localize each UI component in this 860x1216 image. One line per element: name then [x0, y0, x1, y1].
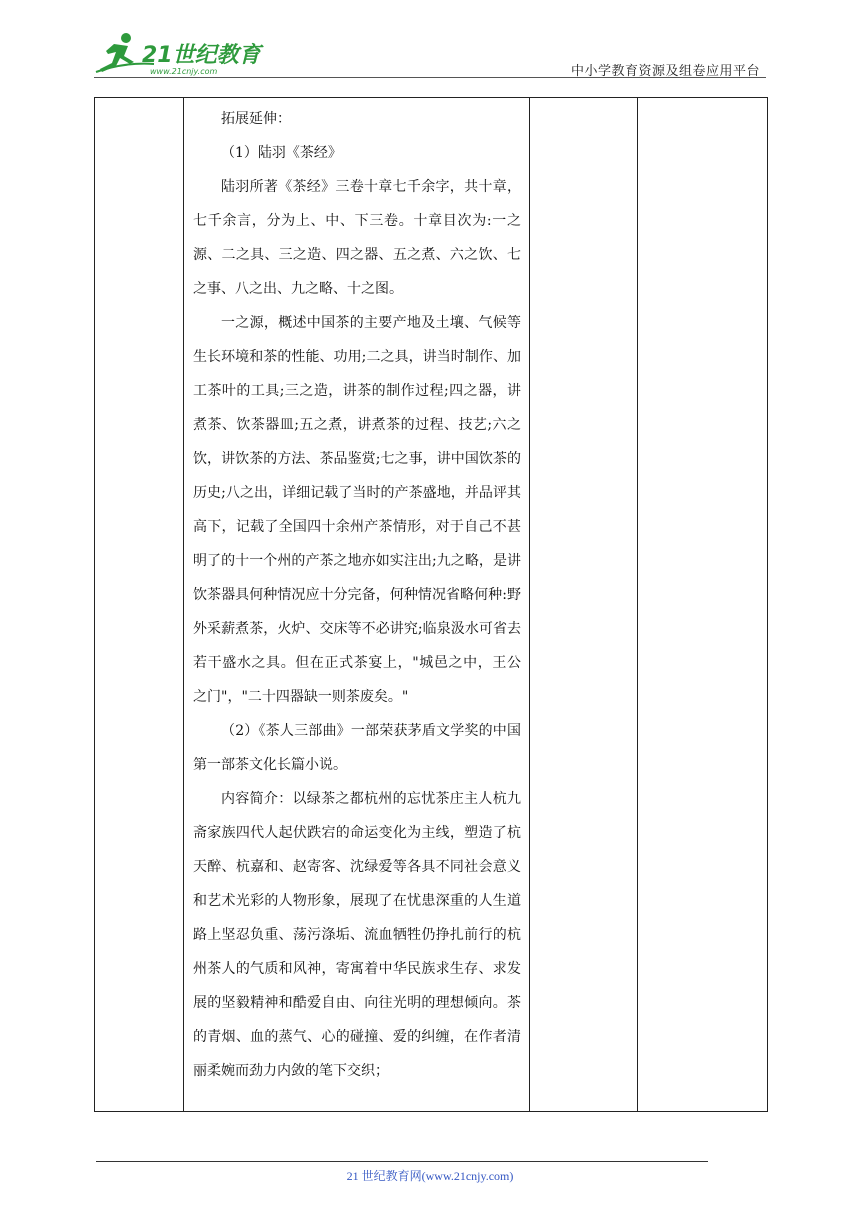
- content-block: [184, 98, 529, 1088]
- table-cell-left: [95, 98, 184, 1112]
- table-cell-content: [184, 98, 530, 1112]
- table-cell-empty-2: [638, 98, 768, 1112]
- item1-title: （1）陆羽《茶经》: [221, 145, 342, 161]
- lesson-table: [94, 97, 768, 1112]
- table-row: [95, 98, 768, 1112]
- item1-paragraph-1: 陆羽所著《茶经》三卷十章七千余字，共十章，七千余言，分为上、中、下三卷。十章目次为:一之源、二之具、三之造、四之器、五之煮、六之饮、七之事、八之出、九之略、十之图。: [193, 179, 521, 297]
- runner-logo-icon: [94, 32, 264, 76]
- logo-text: 21世纪教育: [142, 43, 261, 68]
- logo-url: www.21cnjy.com: [150, 67, 218, 76]
- header-divider: [94, 77, 766, 78]
- page-header: [94, 30, 766, 78]
- item1-paragraph-2: 一之源，概述中国茶的主要产地及土壤、气候等生长环境和茶的性能、功用;二之具，讲当时制作、加工茶叶的工具;三之造，讲茶的制作过程;四之器，讲煮茶、饮茶器皿;五之煮，讲煮茶的过程、技艺;六之饮，讲饮茶的方法、茶品鉴赏;七之事，讲中国饮茶的历史;八之出，详细记载了当时的产茶盛地，并品评其高下，记载了全国四十余州产茶情形，对于自己不甚明了的十一个州的产茶之地亦如实注出;九之略，是讲饮茶器具何种情况应十分完备，何种情况省略何种:野外采薪煮茶，火炉、交床等不必讲究;临泉汲水可省去若干盛水之具。但在正式茶宴上，"城邑之中，王公之门"，"二十四器缺一则茶废矣。": [193, 315, 521, 705]
- section-title: 拓展延伸：: [221, 111, 291, 127]
- item2-paragraph: 内容简介：以绿茶之都杭州的忘忧茶庄主人杭九斋家族四代人起伏跌宕的命运变化为主线，塑造了杭天醉、杭嘉和、赵寄客、沈绿爱等各具不同社会意义和艺术光彩的人物形象，展现了在忧患深重的人生道路上坚忍负重、荡污涤垢、流血牺牲仍挣扎前行的杭州茶人的气质和风神，寄寓着中华民族求生存、求发展的坚毅精神和酷爱自由、向往光明的理想倾向。茶的青烟、血的蒸气、心的碰撞、爱的纠缠，在作者清丽柔婉而劲力内敛的笔下交织；: [193, 791, 521, 1079]
- site-logo[interactable]: [94, 32, 264, 76]
- table-cell-empty-1: [530, 98, 638, 1112]
- item2-title: （2）《茶人三部曲》一部荣获茅盾文学奖的中国第一部茶文化长篇小说。: [193, 723, 521, 773]
- footer-link[interactable]: 21 世纪教育网(www.21cnjy.com): [346, 1169, 514, 1183]
- footer-divider: [96, 1161, 708, 1162]
- platform-title: 中小学教育资源及组卷应用平台: [570, 64, 760, 79]
